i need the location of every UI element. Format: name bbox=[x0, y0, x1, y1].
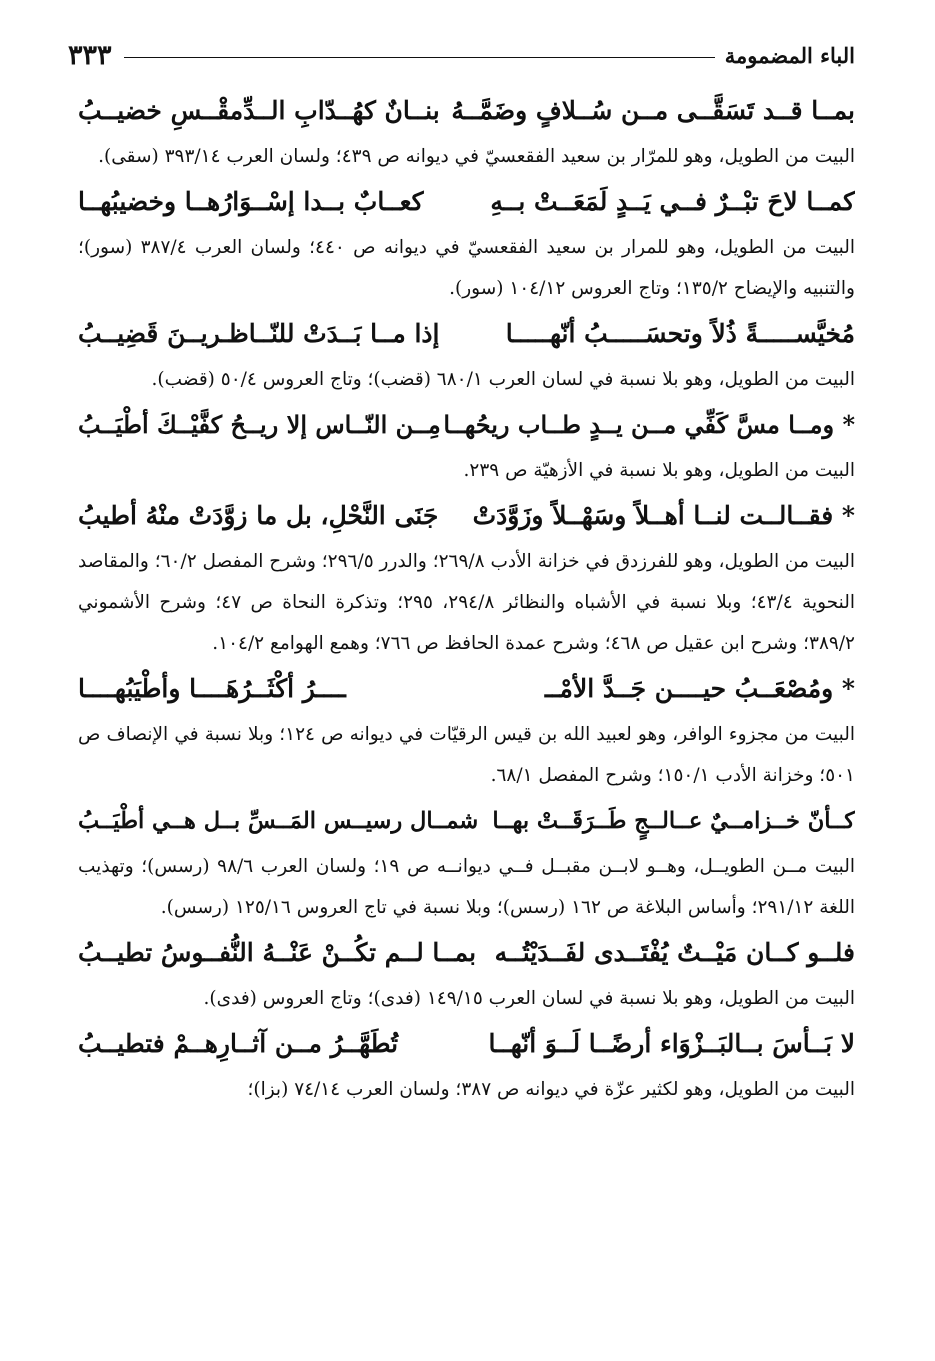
verse-note: البيت من الطويل، وهو بلا نسبة في لسان العرب ١٤٩/١٥ (فدى)؛ وتاج العروس (فدى). bbox=[203, 988, 855, 1009]
verse-first-hemistich: لا بَــأسَ بــالبَــزْوَاء أرضًــا لَــوَ أنّهــا bbox=[488, 1029, 855, 1058]
verse-first-hemistich: كمــا لاحَ تبْــرٌ فــي يَــدٍ لَمَعَــتْ بــهِ bbox=[490, 187, 855, 216]
verse-second-hemistich: مِــن النّــاس إلا ريــحُ كفَّيْــكَ أطْيَــبُ bbox=[78, 410, 441, 439]
verse-entry bbox=[78, 664, 855, 796]
verse-entry bbox=[78, 796, 855, 928]
verse-second-hemistich: إذا مــا بَــدَتْ للنّــاظـريــنَ قَضِيــبُ bbox=[78, 319, 440, 348]
verse-entry bbox=[78, 309, 855, 400]
page-header bbox=[68, 38, 855, 72]
verse-line bbox=[78, 491, 855, 541]
page-content bbox=[78, 86, 855, 1110]
verse-second-hemistich: بمــا لــم تكُــنْ عَنْــهُ النُّفــوسُ تطيــبُ bbox=[78, 938, 477, 967]
verse-first-hemistich: بمــا قــد تَسَقَّــى مــن سُــلافٍ وضَمَّــهُ bbox=[451, 96, 855, 125]
verse-line bbox=[78, 796, 855, 846]
verse-note: البيت من مجزوء الوافر، وهو لعبيد الله بن قيس الرقيّات في ديوانه ص ١٢٤؛ وبلا نسبة في الإنصاف ص ٥٠١؛ وخزانة الأدب ١٥٠/١؛ وشرح المفصل ٦٨/١. bbox=[78, 724, 855, 786]
verse-entry bbox=[78, 400, 855, 491]
header-rule bbox=[124, 57, 715, 58]
verse-note: البيت من الطويل، وهو للمرّار بن سعيد الفقعسيّ في ديوانه ص ٤٣٩؛ ولسان العرب ٣٩٣/١٤ (سقى). bbox=[98, 146, 855, 167]
verse-line bbox=[78, 928, 855, 978]
verse-first-hemistich: * فقــالــت لنــا أهــلاً وسَهْــلاً وزَوَّدَتْ bbox=[472, 501, 855, 530]
verse-entry bbox=[78, 928, 855, 1019]
verse-note: البيت من الطويل، وهو بلا نسبة في الأزهيّة ص ٢٣٩. bbox=[463, 460, 855, 481]
verse-second-hemistich: تُطَهَّــرُ مــن آثــارِهــمْ فتطيــبُ bbox=[78, 1029, 399, 1058]
verse-line bbox=[78, 177, 855, 227]
verse-line bbox=[78, 309, 855, 359]
verse-first-hemistich: * ومُصْعَــبُ حيــــن جَــدَّ الأمْــ bbox=[544, 674, 855, 703]
verse-line bbox=[78, 86, 855, 136]
verse-note: البيت من الطويل، وهو لكثير عزّة في ديوانه ص ٣٨٧؛ ولسان العرب ٧٤/١٤ (بزا)؛ bbox=[247, 1079, 855, 1100]
verse-note: البيت مــن الطويــل، وهــو لابــن مقبــل فــي ديوانــه ص ١٩؛ ولسان العرب ٩٨/٦ (رسس)؛ وتهذيب اللغة ٢٩١/١٢؛ وأساس البلاغة ص ١٦٢ (رسس)؛ وبلا نسبة في تاج العروس ١٢٥/١٦ (رسس). bbox=[78, 856, 855, 918]
verse-note: البيت من الطويل، وهو للمرار بن سعيد الفقعسيّ في ديوانه ص ٤٤٠؛ ولسان العرب ٣٨٧/٤ (سور)؛ والتنبيه والإيضاح ١٣٥/٢؛ وتاج العروس ١٠٤/١٢ (سور). bbox=[78, 237, 855, 299]
verse-entry bbox=[78, 86, 855, 177]
verse-line bbox=[78, 664, 855, 714]
verse-entry bbox=[78, 1019, 855, 1110]
verse-line bbox=[78, 400, 855, 450]
verse-line bbox=[78, 1019, 855, 1069]
verse-note: البيت من الطويل، وهو بلا نسبة في لسان العرب ٦٨٠/١ (قضب)؛ وتاج العروس ٥٠/٤ (قضب). bbox=[151, 369, 855, 390]
verse-second-hemistich: ــــرُ أكْثَــرُهَــــا وأطْيَبُهــــا bbox=[78, 674, 346, 703]
verse-first-hemistich: فلــو كــان مَيْــتٌ يُفْتَــدى لفَــدَيْتُــه bbox=[494, 938, 855, 967]
running-title: الباء المضمومة bbox=[724, 42, 855, 68]
verse-note: البيت من الطويل، وهو للفرزدق في خزانة الأدب ٢٦٩/٨؛ والدرر ٢٩٦/٥؛ وشرح المفصل ٦٠/٢؛ والمقاصد النحوية ٤٣/٤؛ وبلا نسبة في الأشباه والنظائر ٢٩٤/٨، ٢٩٥؛ وتذكرة النحاة ص ٤٧؛ وشرح الأشموني ٣٨٩/٢؛ وشرح ابن عقيل ص ٤٦٨؛ وشرح عمدة الحافظ ص ٧٦٦؛ وهمع الهوامع ١٠٤/٢. bbox=[78, 551, 855, 654]
verse-first-hemistich: مُخيَّســـــةً ذُلاً وتحسَـــــبُ أنّهـــــا bbox=[505, 319, 855, 348]
page-number: ٣٣٣ bbox=[68, 39, 112, 71]
verse-first-hemistich: * ومــا مسَّ كَفِّي مــن يــدٍ طــاب ريحُهــا bbox=[443, 410, 855, 439]
verse-second-hemistich: كعــابٌ بــدا إسْــوَارُهــا وخضيبُهــا bbox=[78, 187, 424, 216]
verse-entry bbox=[78, 491, 855, 664]
verse-second-hemistich: شمــال رسيــس المَــسِّ بــل هــي أطْيَــبُ bbox=[78, 808, 479, 834]
verse-second-hemistich: جَنَى النَّحْلِ، بل ما زوَّدَتْ منْهُ أطيبُ bbox=[78, 501, 439, 530]
verse-entry bbox=[78, 177, 855, 309]
verse-second-hemistich: بنــانٌ كهُــدّابِ الــدِّمقْــسِ خضيــبُ bbox=[78, 96, 440, 125]
verse-first-hemistich: كــأنّ خــزامــيٌ عــالــجٍ طَــرَقَــتْ بهــا bbox=[492, 808, 855, 834]
